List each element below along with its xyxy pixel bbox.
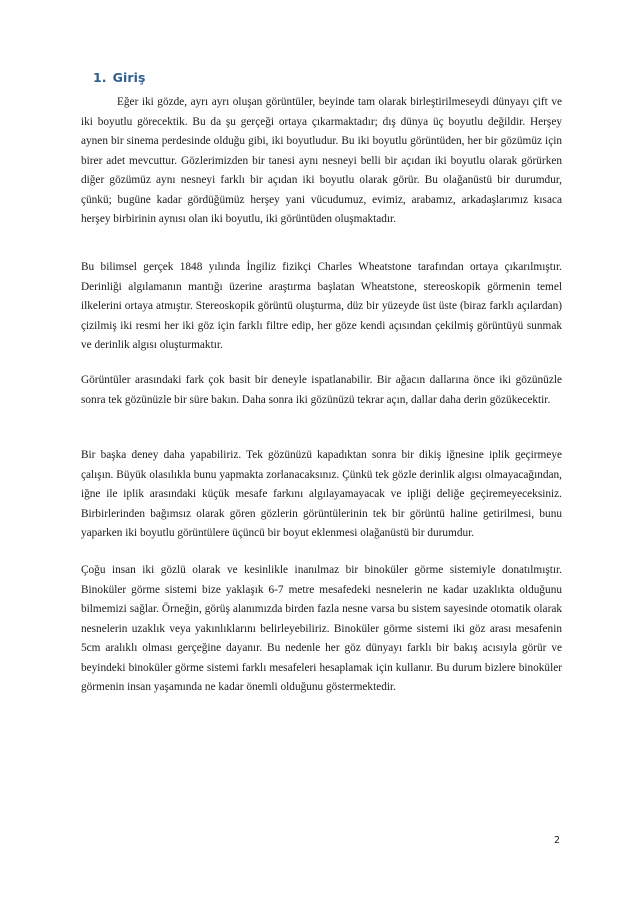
- page-number: 2: [553, 835, 560, 846]
- paragraph-tree-experiment: Görüntüler arasındaki fark çok basit bir deneyle ispatlanabilir. Bir ağacın dallarına önce iki gözünüzle sonra tek gözünüzle bir süre bakın. Daha sonra iki gözünüzü tekrar açın, dallar daha derin gözükecektir.: [81, 374, 562, 406]
- section-number: 1.: [93, 70, 107, 85]
- paragraph-wheatstone: Bu bilimsel gerçek 1848 yılında İngiliz fizikçi Charles Wheatstone tarafından ortaya çıkarılmıştır. Derinliği algılamanın mantığı üzerine araştırma başlatan Wheatstone, stereoskopik görmenin temel ilkelerini ortaya atmıştır. Stereoskopik görüntü oluşturma, düz bir yüzeyde üst üste (biraz farklı açılardan) çizilmiş iki resmi her iki göz için farklı filtre edip, her göze kendi açısından çekilmiş görüntüyü sunmak ve derinlik algısı oluşturmaktır.: [81, 261, 562, 351]
- section-title: Giriş: [112, 70, 146, 85]
- section-heading: [93, 70, 146, 85]
- paragraph-intro: Eğer iki gözde, ayrı ayrı oluşan görüntüler, beyinde tam olarak birleştirilmeseydi dünyayı çift ve iki boyutlu görecektik. Bu da şu gerçeği ortaya çıkarmaktadır; dış dünya üç boyutlu değildir. Herşey aynen bir sinema perdesinde olduğu gibi, iki boyutludur. Bu iki boyutlu görüntüden, her bir gözümüz için birer adet mevcuttur. Gözlerimizden bir tanesi aynı nesneyi belli bir açıdan iki boyutlu olarak görürken diğer gözümüz aynı nesneyi farklı bir açıdan iki boyutlu olarak görür. Bu olağanüstü bir durumdur, çünkü; bugüne kadar gördüğümüz herşey yani vücudumuz, evimiz, arabamız, arkadaşlarımız kısaca herşey birbirinin aynısı olan iki boyutlu, iki görüntüden oluşmaktadır.: [81, 96, 562, 225]
- paragraph-binocular-vision: Çoğu insan iki gözlü olarak ve kesinlikle inanılmaz bir binoküler görme sistemiyle donatılmıştır. Binoküler görme sistemi bize yaklaşık 6-7 metre mesafedeki nesnelerin ne kadar uzaklıkta olduğunu bilmemizi sağlar. Örneğin, görüş alanımızda birden fazla nesne varsa bu sistem sayesinde otomatik olarak nesnelerin uzaklık veya yakınlıklarını belirleyebiliriz. Binoküler görme sistemi iki göz arası mesafenin 5cm aralıklı olması gerçeğine dayanır. Bu nedenle her göz dünyayı farklı bir bakış acısıyla görür ve beyindeki binoküler görme sistemi farklı mesafeleri hesaplamak için kullanır. Bu durum bizlere binoküler görmenin insan yaşamında ne kadar önemli olduğunu göstermektedir.: [81, 564, 562, 693]
- paragraph-needle-experiment: Bir başka deney daha yapabiliriz. Tek gözünüzü kapadıktan sonra bir dikiş iğnesine iplik geçirmeye çalışın. Büyük olasılıkla bunu yapmakta zorlanacaksınız. Çünkü tek gözle derinlik algısı olmayacağından, iğne ile iplik arasındaki küçük mesafe farkını algılayamayacak ve ipliği deliğe geçiremeyeceksiniz. Birbirlerinden bağımsız olarak gören gözlerin görüntülerinin tek bir görüntü haline getirilmesi, bunu yaparken iki boyutlu görüntülere üçüncü bir boyut eklenmesi olağanüstü bir durumdur.: [81, 449, 562, 539]
